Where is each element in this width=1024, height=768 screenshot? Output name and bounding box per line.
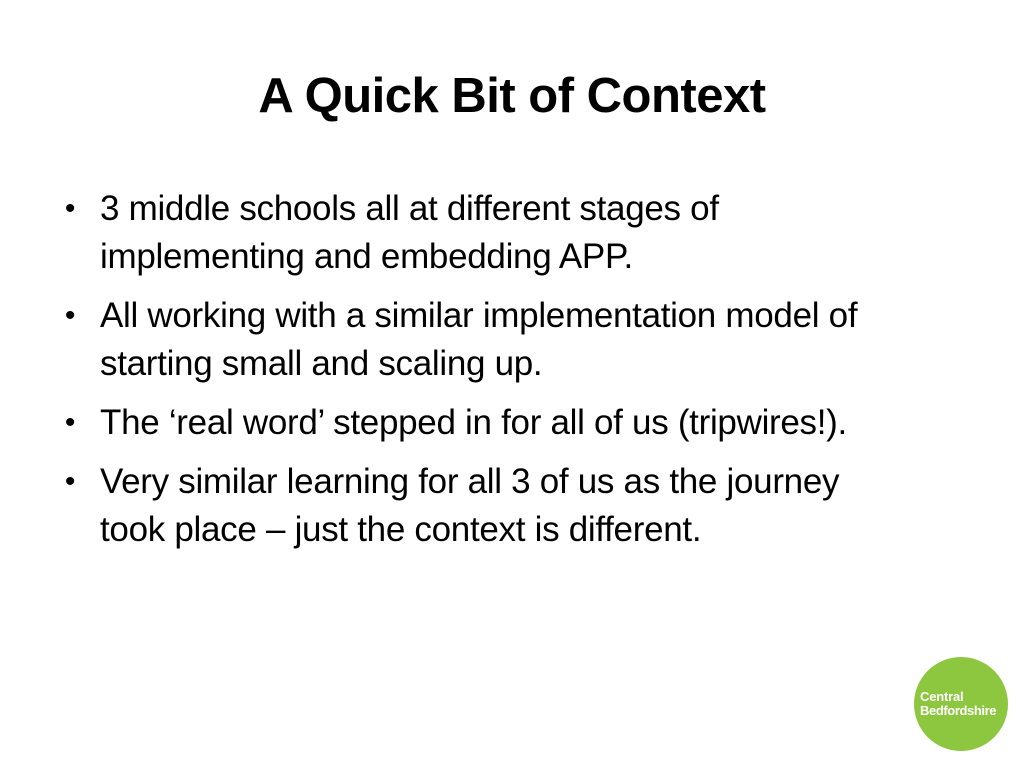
bullet-marker: •	[64, 299, 76, 332]
bullet-text: 3 middle schools all at different stages of implementing and embedding APP.	[100, 189, 719, 276]
logo-line-bedfordshire: Bedfordshire	[920, 703, 997, 718]
bullet-item	[58, 458, 908, 554]
bullet-item	[58, 185, 908, 281]
slide-title: A Quick Bit of Context	[258, 69, 766, 123]
bullet-text: Very similar learning for all 3 of us as the journey took place – just the context is different.	[100, 462, 840, 549]
bullet-text: The ‘real word’ stepped in for all of us (tripwires!).	[100, 403, 847, 442]
bullet-marker: •	[64, 192, 76, 225]
bullet-marker: •	[64, 465, 76, 498]
logo-line-central: Central	[920, 689, 964, 704]
central-bedfordshire-logo	[914, 657, 1008, 751]
bullet-list	[58, 185, 908, 565]
bullet-text: All working with a similar implementation model of starting small and scaling up.	[100, 296, 858, 383]
bullet-item	[58, 399, 908, 447]
bullet-marker: •	[64, 406, 76, 439]
bullet-item	[58, 292, 908, 388]
